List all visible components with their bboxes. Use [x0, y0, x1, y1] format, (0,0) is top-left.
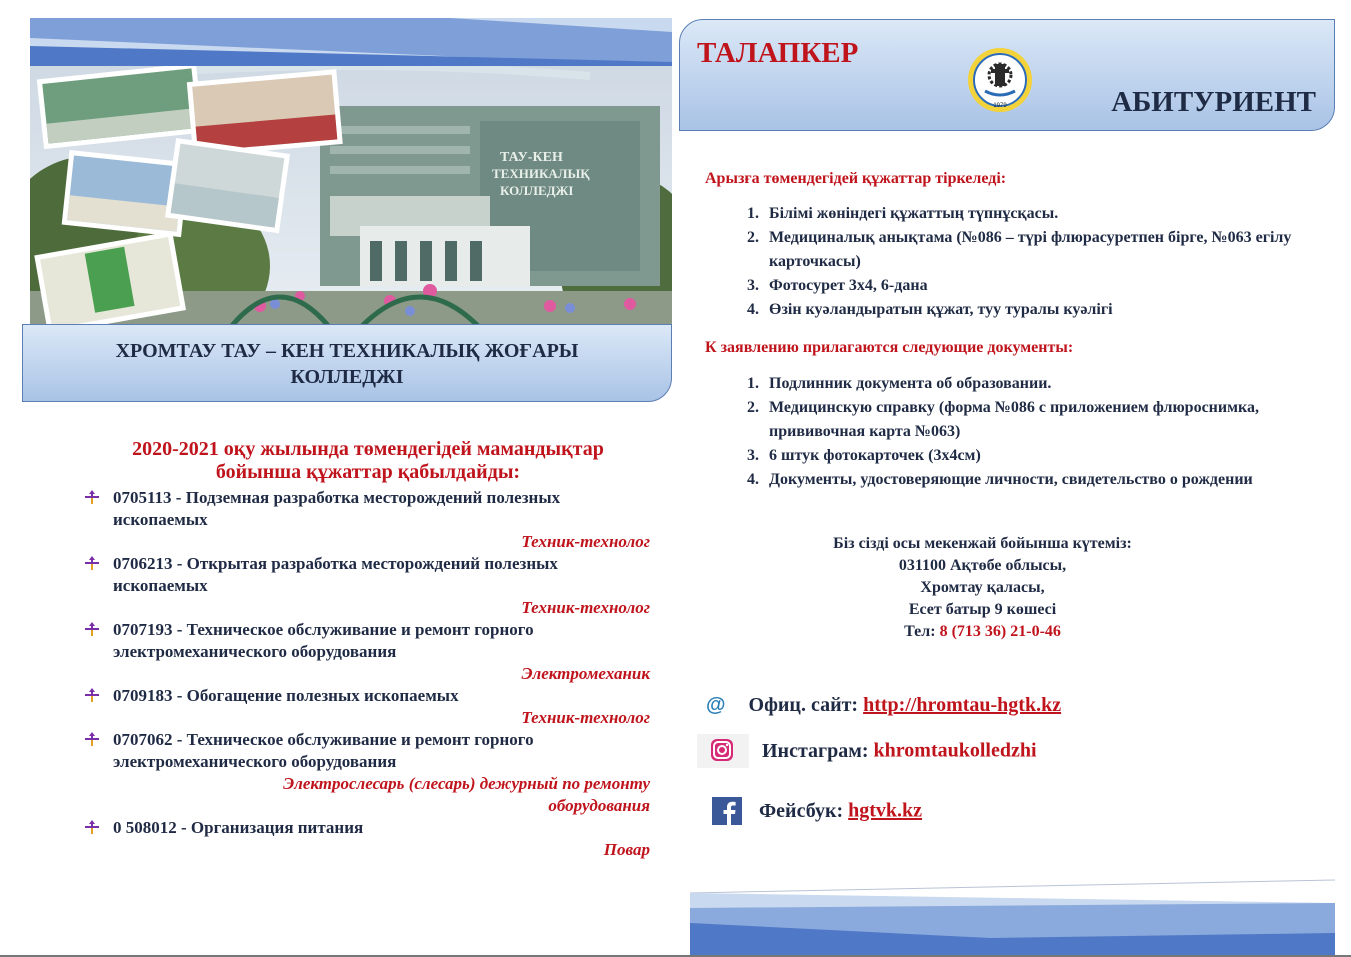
list-item: 3. 6 штук фотокарточек (3х4см) — [763, 444, 1323, 468]
list-item: 0 508012 - Организация питания — [84, 817, 650, 839]
specialties-heading: 2020-2021 оқу жылында төмендегідей мамандықтар бойынша құжаттар қабылдайды: — [132, 438, 604, 483]
header-talapker: ТАЛАПКЕР — [697, 37, 859, 69]
website-contact: @ Офиц. сайт: http://hromtau-hgtk.kz — [706, 694, 1062, 716]
address-line: Есет батыр 9 көшесі — [908, 601, 1057, 618]
qualification-label: Электрослесарь (слесарь) дежурный по ремонту оборудования — [283, 774, 650, 815]
college-logo-icon — [967, 47, 1033, 113]
arrow-cross-bullet-icon — [84, 819, 100, 835]
college-photo-collage — [30, 66, 672, 328]
list-item: 0705113 - Подземная разработка месторождений полезных ископаемых — [84, 487, 650, 531]
facebook-link[interactable]: hgtvk.kz — [848, 799, 923, 822]
list-item: 4. Өзін куәландыратын құжат, туу туралы куәлігі — [763, 298, 1323, 322]
qualification-label: Техник-технолог — [521, 708, 650, 727]
college-title-box — [22, 324, 672, 402]
list-item: 2. Медициналық анықтама (№086 – түрі флюрасуретпен бірге, №063 егілу карточкасы) — [763, 226, 1323, 274]
arrow-cross-bullet-icon — [84, 731, 100, 747]
at-sign-icon: @ — [706, 694, 726, 716]
phone-line: Тел: 8 (713 36) 21-0-46 — [904, 623, 1061, 640]
list-item: 0707193 - Техническое обслуживание и ремонт горного электромеханического оборудования — [84, 619, 650, 663]
bottom-band-decoration — [690, 878, 1335, 957]
ru-docs-heading: К заявлению прилагаются следующие документы: — [705, 339, 1074, 356]
kz-docs-list — [705, 202, 1323, 322]
college-title-line2: КОЛЛЕДЖІ — [290, 366, 404, 388]
list-item: 1. Білімі жөніндегі құжаттың түпнұсқасы. — [763, 202, 1323, 226]
college-building-illustration — [30, 66, 672, 328]
qualification-label: Повар — [603, 840, 650, 859]
facebook-contact: Фейсбук: hgtvk.kz — [712, 797, 922, 825]
qualification-label: Техник-технолог — [521, 532, 650, 551]
building-sign-text: ТАУ-КЕН — [500, 150, 563, 165]
list-item: 0706213 - Открытая разработка месторождений полезных ископаемых — [84, 553, 650, 597]
specialties-list — [84, 487, 650, 861]
facebook-icon — [712, 797, 742, 825]
list-item: 0707062 - Техническое обслуживание и ремонт горного электромеханического оборудования — [84, 729, 650, 773]
list-item: 0709183 - Обогащение полезных ископаемых — [84, 685, 650, 707]
list-item: 3. Фотосурет 3х4, 6-дана — [763, 274, 1323, 298]
arrow-cross-bullet-icon — [84, 555, 100, 571]
website-link[interactable]: http://hromtau-hgtk.kz — [863, 694, 1062, 716]
qualification-label: Техник-технолог — [521, 598, 650, 617]
qualification-label: Электромеханик — [521, 664, 650, 683]
logo-year: 1979 — [993, 103, 1007, 109]
arrow-cross-bullet-icon — [84, 687, 100, 703]
arrow-cross-bullet-icon — [84, 621, 100, 637]
instagram-contact: Инстаграм: khromtaukolledzhi — [697, 734, 1037, 768]
instagram-handle[interactable]: khromtaukolledzhi — [873, 739, 1037, 762]
kz-docs-heading: Арызға төмендегідей құжаттар тіркеледі: — [705, 170, 1007, 187]
address-line: Біз сізді осы мекенжай бойынша күтеміз: — [833, 535, 1132, 552]
address-line: 031100 Ақтөбе облысы, — [898, 557, 1067, 574]
address-line: Хромтау қаласы, — [920, 579, 1045, 596]
list-item: 1. Подлинник документа об образовании. — [763, 372, 1323, 396]
list-item: 2. Медицинскую справку (форма №086 с приложением флюроснимка, прививочная карта №063) — [763, 396, 1323, 444]
list-item: 4. Документы, удостоверяющие личности, свидетельство о рождении — [763, 468, 1323, 492]
svg-text:ТЕХНИКАЛЫҚ: ТЕХНИКАЛЫҚ — [492, 166, 590, 181]
instagram-icon — [697, 734, 749, 768]
svg-text:КОЛЛЕДЖІ: КОЛЛЕДЖІ — [500, 183, 574, 198]
ru-docs-list — [705, 372, 1323, 492]
phone-number: 8 (713 36) 21-0-46 — [939, 623, 1061, 640]
address-block — [710, 533, 1255, 643]
top-band-decoration — [30, 18, 672, 68]
college-title-line1: ХРОМТАУ ТАУ – КЕН ТЕХНИКАЛЫҚ ЖОҒАРЫ — [115, 340, 579, 362]
header-abiturient: АБИТУРИЕНТ — [1111, 86, 1316, 118]
arrow-cross-bullet-icon — [84, 489, 100, 505]
